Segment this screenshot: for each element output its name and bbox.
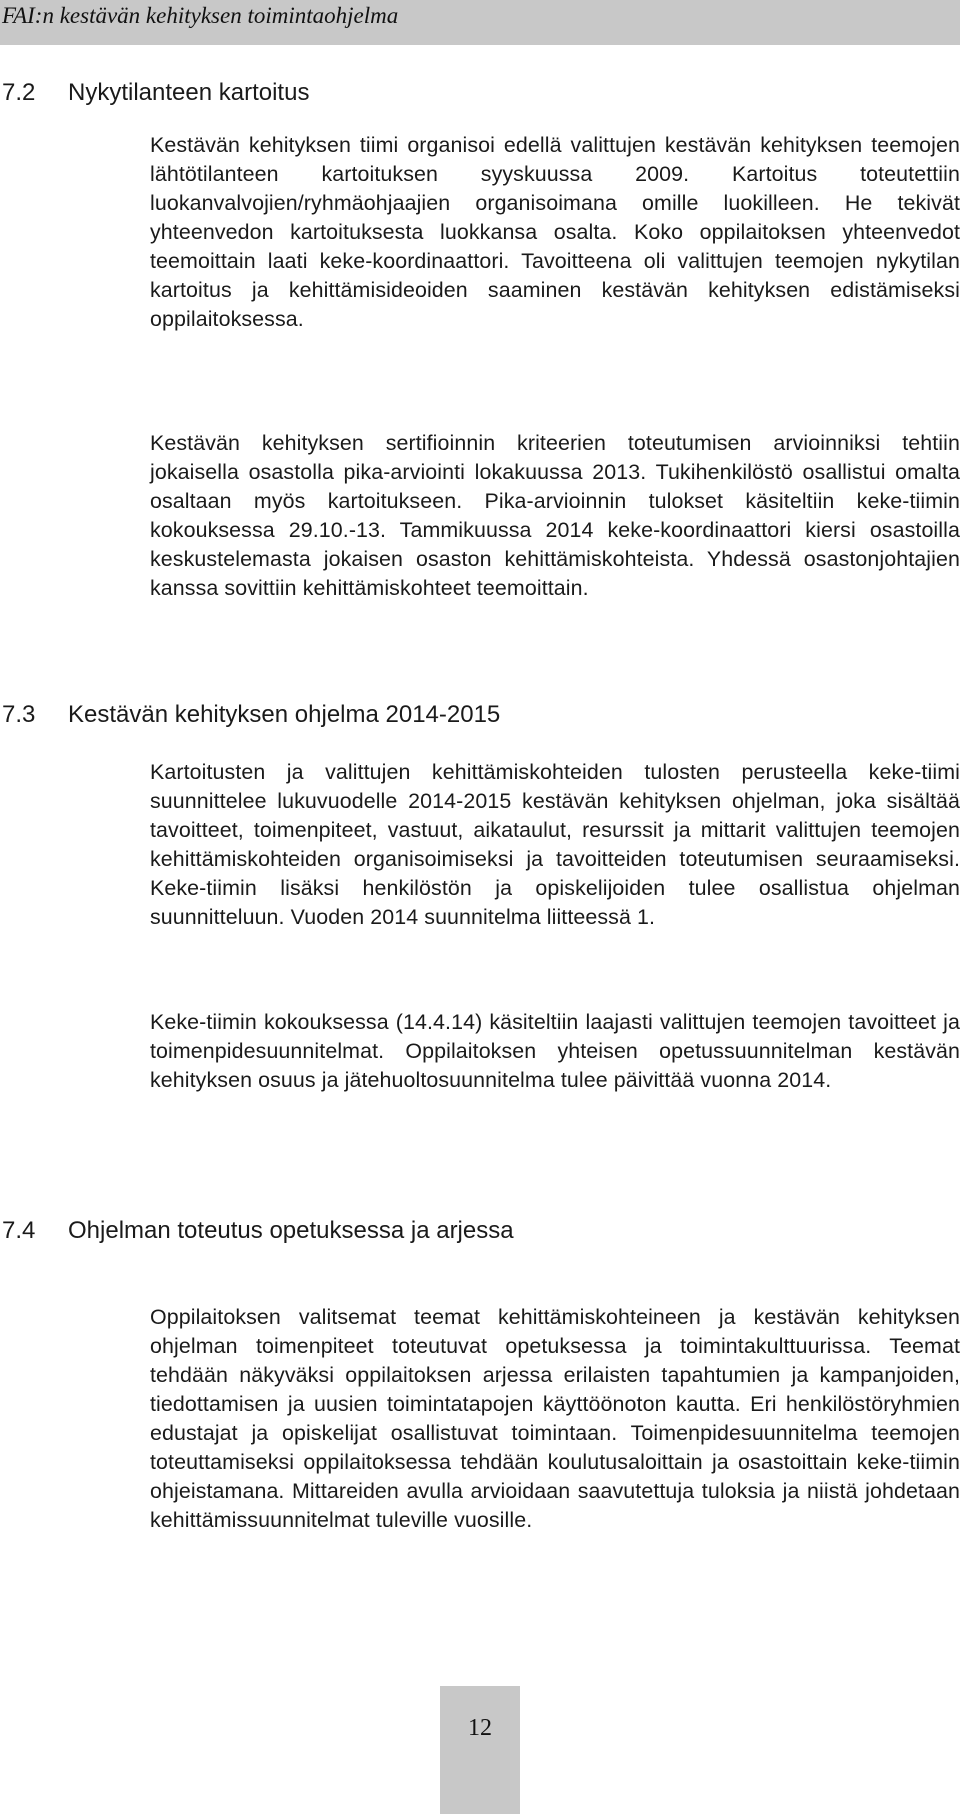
document-title: FAI:n kestävän kehityksen toimintaohjelma (2, 3, 399, 28)
section-heading-7-2 (2, 78, 309, 108)
paragraph: Kestävän kehityksen tiimi organisoi edellä valittujen kestävän kehityksen teemojen lähtötilanteen kartoituksen syyskuussa 2009. Kartoitus toteutettiin luokanvalvojien/ryhmäohjaajien organisoimana omille luokilleen. He tekivät yhteenvedon kartoituksesta luokkansa osalta. Koko oppilaitoksen yhteenvedot teemoittain laati keke-koordinaattori. Tavoitteena oli valittujen teemojen nykytilan kartoitus ja kehittämisideoiden saaminen kestävän kehityksen edistämiseksi oppilaitoksessa. (150, 133, 960, 331)
page-number: 12 (468, 1715, 492, 1741)
section-title: Nykytilanteen kartoitus (68, 79, 310, 106)
section-heading-7-4 (2, 1216, 514, 1246)
section-title: Ohjelman toteutus opetuksessa ja arjessa (68, 1217, 514, 1244)
paragraph: Oppilaitoksen valitsemat teemat kehittämiskohteineen ja kestävän kehityksen ohjelman toimenpiteet toteutuvat opetuksessa ja toimintakulttuurissa. Teemat tehdään näkyväksi oppilaitoksen arjessa erilaisten tapahtumien ja kampanjoiden, tiedottamisen ja uusien toimintatapojen käyttöönoton kautta. Eri henkilöstöryhmien edustajat ja opiskelijat osallistuvat toimintaan. Toimenpidesuunnitelma teemojen toteuttamiseksi oppilaitoksessa tehdään koulutusaloittain ja osastoittain keke-tiimin ohjeistamana. Mittareiden avulla arvioidaan saavutettuja tuloksia ja niistä johdetaan kehittämissuunnitelmat tuleville vuosille. (150, 1305, 960, 1532)
section-number: 7.3 (2, 701, 36, 728)
paragraph: Kartoitusten ja valittujen kehittämiskohteiden tulosten perusteella keke-tiimi suunnittelee lukuvuodelle 2014-2015 kestävän kehityksen ohjelman, joka sisältää tavoitteet, toimenpiteet, vastuut, aikataulut, resurssit ja mittarit valittujen teemojen kehittämiskohteiden organisoimiseksi ja tavoitteiden toteutumisen seuraamiseksi. Keke-tiimin lisäksi henkilöstön ja opiskelijoiden tulee osallistua ohjelman suunnitteluun. Vuoden 2014 suunnitelma liitteessä 1. (150, 760, 960, 929)
paragraph: Kestävän kehityksen sertifioinnin kriteerien toteutumisen arvioinniksi tehtiin jokaisella osastolla pika-arviointi lokakuussa 2013. Tukihenkilöstö osallistui omalta osaltaan myös kartoitukseen. Pika-arvioinnin tulokset käsiteltiin keke-tiimin kokouksessa 29.10.-13. Tammikuussa 2014 keke-koordinaattori kiersi osastoilla keskustelemasta jokaisen osaston kehittämiskohteista. Yhdessä osastonjohtajien kanssa sovittiin kehittämiskohteet teemoittain. (150, 431, 960, 600)
section-heading-7-3 (2, 700, 500, 730)
section-title: Kestävän kehityksen ohjelma 2014-2015 (68, 701, 501, 728)
paragraph: Keke-tiimin kokouksessa (14.4.14) käsiteltiin laajasti valittujen teemojen tavoitteet ja toimenpidesuunnitelmat. Oppilaitoksen yhteisen opetussuunnitelman kestävän kehityksen osuus ja jätehuoltosuunnitelma tulee päivittää vuonna 2014. (150, 1010, 960, 1092)
section-number: 7.2 (2, 79, 36, 106)
page-number-box (440, 1686, 520, 1814)
page-header (0, 0, 960, 45)
section-number: 7.4 (2, 1217, 36, 1244)
